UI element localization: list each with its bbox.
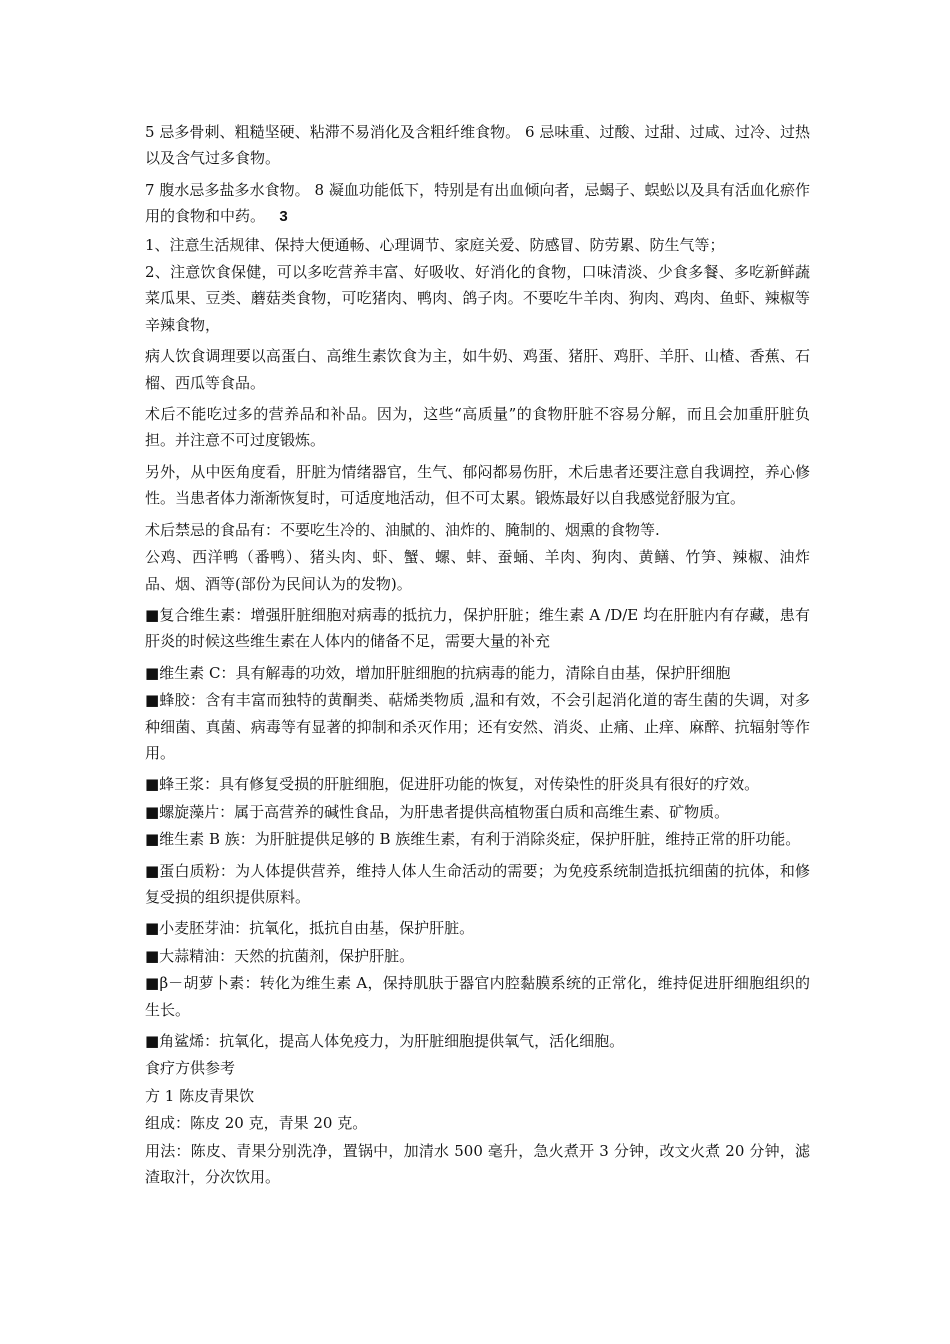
- paragraph-squalene: ■角鲨烯：抗氧化，提高人体免疫力，为肝脏细胞提供氧气，活化细胞。: [145, 1032, 625, 1050]
- paragraph-beta-carotene: ■β－胡萝卜素：转化为维生素 A，保持肌肤于器官内腔黏膜系统的正常化，维持促进肝细胞组织的生长。: [145, 974, 810, 1019]
- paragraph-royal-jelly: ■蜂王浆：具有修复受损的肝脏细胞，促进肝功能的恢复，对传染性的肝炎具有很好的疗效。: [145, 775, 760, 794]
- document-body: [145, 119, 810, 1195]
- paragraph-vitamin-b: ■维生素 B 族：为肝脏提供足够的 B 族维生素，有利于消除炎症，保护肝脏，维持正常的肝功能。: [145, 830, 801, 849]
- paragraph-vitamin-c: ■维生素 C：具有解毒的功效，增加肝脏细胞的抗病毒的能力，清除自由基，保护肝细胞: [145, 663, 731, 682]
- paragraph-garlic-oil: ■大蒜精油：天然的抗菌剂，保护肝脏。: [145, 946, 415, 965]
- paragraph-diet-taboo-7-8-text: 7 腹水忌多盐多水食物。 8 凝血功能低下，特别是有出血倾向者，忌蝎子、蜈蚣以及具有活血化瘀作用的食物和中药。: [145, 180, 810, 226]
- paragraph-postop-supplements: 术后不能吃过多的营养品和补品。因为，这些“高质量”的食物肝脏不容易分解，而且会加重肝脏负担。并注意不可过度锻炼。: [145, 405, 810, 450]
- paragraph-high-protein-diet: 病人饮食调理要以高蛋白、高维生素饮食为主，如牛奶、鸡蛋、猪肝、鸡肝、羊肝、山楂、香蕉、石榴、西瓜等食品。: [145, 347, 810, 392]
- paragraph-trigger-foods: 公鸡、西洋鸭（番鸭）、猪头肉、虾、蟹、螺、蚌、蚕蛹、羊肉、狗肉、黄鳝、竹笋、辣椒、油炸品、烟、酒等(部份为民间认为的发物)。: [145, 548, 810, 593]
- paragraph-multivitamin: ■复合维生素：增强肝脏细胞对病毒的抵抗力，保护肝脏；维生素 A /D/E 均在肝脏内有存藏，患有肝炎的时候这些维生素在人体内的储备不足，需要大量的补充: [145, 605, 810, 651]
- paragraph-recipe-1-title: 方 1 陈皮青果饮: [145, 1086, 255, 1105]
- paragraph-lifestyle-advice: 1、注意生活规律、保持大便通畅、心理调节、家庭关爱、防感冒、防劳累、防生气等；: [145, 235, 725, 254]
- paragraph-diet-taboo-5-6: 5 忌多骨刺、粗糙坚硬、粘滞不易消化及含粗纤维食物。 6 忌味重、过酸、过甜、过咸、过冷、过热以及含气过多食物。: [145, 123, 810, 168]
- paragraph-postop-taboo: 术后禁忌的食品有：不要吃生冷的、油腻的、油炸的、腌制的、烟熏的食物等.: [145, 520, 660, 539]
- paragraph-recipe-heading: 食疗方供参考: [145, 1059, 236, 1078]
- paragraph-spirulina: ■螺旋藻片：属于高营养的碱性食品，为肝患者提供高植物蛋白质和高维生素、矿物质。: [145, 802, 730, 821]
- section-number: 3: [279, 208, 288, 226]
- paragraph-diet-taboo-7-8: [145, 177, 810, 231]
- paragraph-protein-powder: ■蛋白质粉：为人体提供营养，维持人体人生命活动的需要；为免疫系统制造抵抗细菌的抗体，和修复受损的组织提供原料。: [145, 861, 810, 906]
- paragraph-recipe-1-ingredients: 组成：陈皮 20 克，青果 20 克。: [145, 1114, 368, 1133]
- paragraph-propolis: ■蜂胶：含有丰富而独特的黄酮类、萜烯类物质 ,温和有效，不会引起消化道的寄生菌的失调，对多种细菌、真菌、病毒等有显著的抑制和杀灭作用；还有安然、消炎、止痛、止痒、麻醉、抗辐射等作用。: [145, 691, 810, 762]
- paragraph-wheat-germ-oil: ■小麦胚芽油：抗氧化，抵抗自由基，保护肝脏。: [145, 919, 475, 938]
- paragraph-recipe-1-method: 用法：陈皮、青果分别洗净，置锅中，加清水 500 毫升，急火煮开 3 分钟，改文火煮 20 分钟，滤渣取汁，分次饮用。: [145, 1141, 810, 1187]
- paragraph-diet-care: 2、注意饮食保健，可以多吃营养丰富、好吸收、好消化的食物，口味清淡、少食多餐、多吃新鲜蔬菜瓜果、豆类、蘑菇类食物，可吃猪肉、鸭肉、鸽子肉。不要吃牛羊肉、狗肉、鸡肉、鱼虾、辣椒等辛辣食物，: [145, 263, 810, 334]
- paragraph-tcm-view: 另外，从中医角度看，肝脏为情绪器官，生气、郁闷都易伤肝，术后患者还要注意自我调控，养心修性。当患者体力渐渐恢复时，可适度地活动，但不可太累。锻炼最好以自我感觉舒服为宜。: [145, 462, 810, 508]
